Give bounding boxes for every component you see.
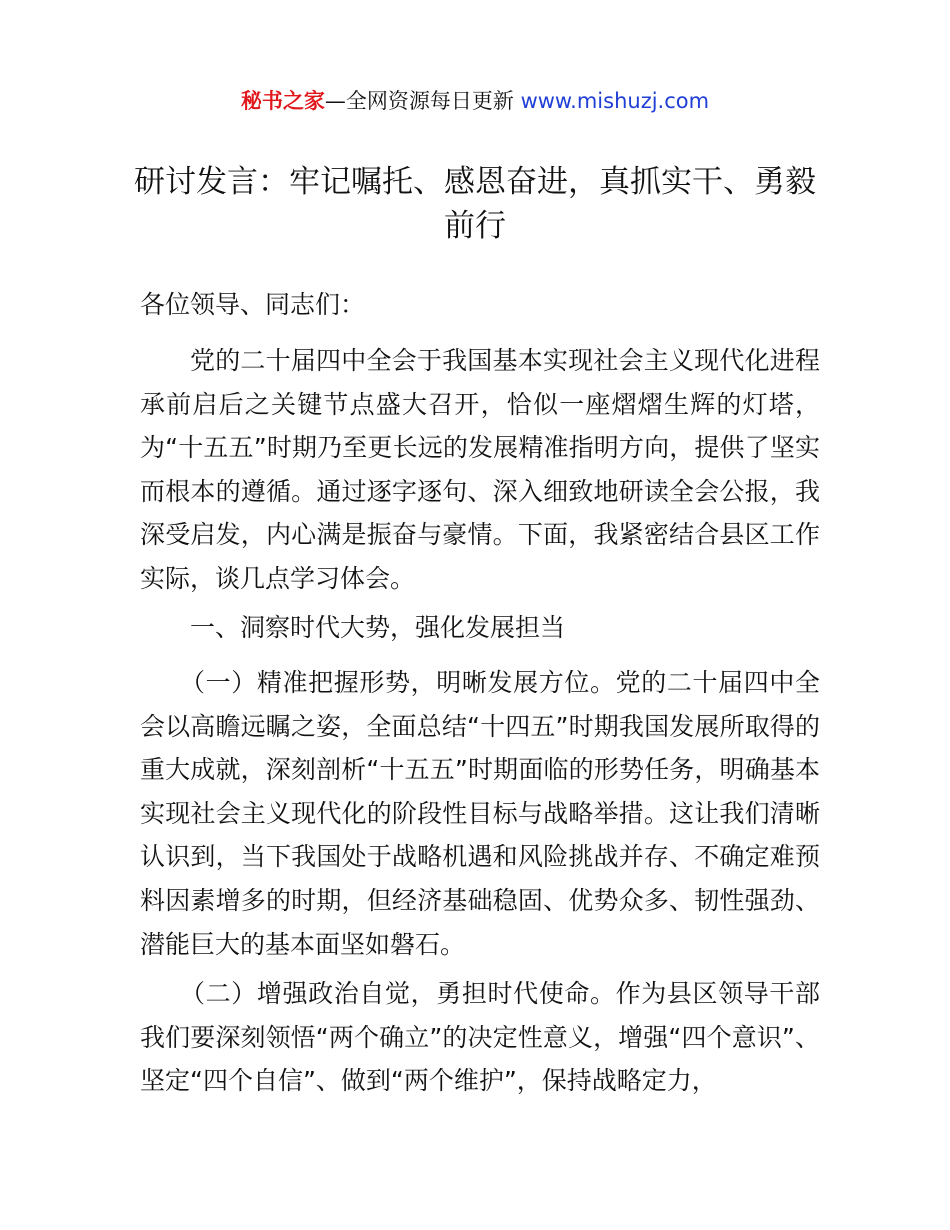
paragraph-intro: 党的二十届四中全会于我国基本实现社会主义现代化进程承前启后之关键节点盛大召开，恰似一座熠熠生辉的灯塔，为“十五五”时期乃至更长远的发展精准指明方向，提供了坚实而根本的遵循。通过逐字逐句、深入细致地研读全会公报，我深受启发，内心满是振奋与豪情。下面，我紧密结合县区工作实际，谈几点学习体会。 bbox=[140, 346, 820, 593]
document-title: 研讨发言：牢记嘱托、感恩奋进，真抓实干、勇毅前行 bbox=[134, 164, 816, 244]
section-heading: 一、洞察时代大势，强化发展担当 bbox=[190, 613, 566, 642]
paragraph-subsection-2: （二）增强政治自觉，勇担时代使命。作为县区领导干部我们要深刻领悟“两个确立”的决定性意义，增强“四个意识”、坚定“四个自信”、做到“两个维护”，保持战略定力， bbox=[140, 979, 820, 1096]
paragraph-subsection-1: （一）精准把握形势，明晰发展方位。党的二十届四中全会以高瞻远瞩之姿，全面总结“十四五”时期我国发展所取得的重大成就，深刻剖析“十五五”时期面临的形势任务，明确基本实现社会主义现代化的阶段性目标与战略举措。这让我们清晰认识到，当下我国处于战略机遇和风险挑战并存、不确定难预料因素增多的时期，但经济基础稳固、优势众多、韧性强劲、潜能巨大的基本面坚如磐石。 bbox=[140, 668, 820, 959]
brand-name: 秘书之家 bbox=[240, 89, 325, 113]
site-header bbox=[0, 86, 950, 116]
greeting: 各位领导、同志们： bbox=[140, 290, 366, 319]
header-tagline: —全网资源每日更新 bbox=[324, 89, 521, 113]
site-url-link[interactable]: www.mishuzj.com bbox=[520, 89, 710, 113]
